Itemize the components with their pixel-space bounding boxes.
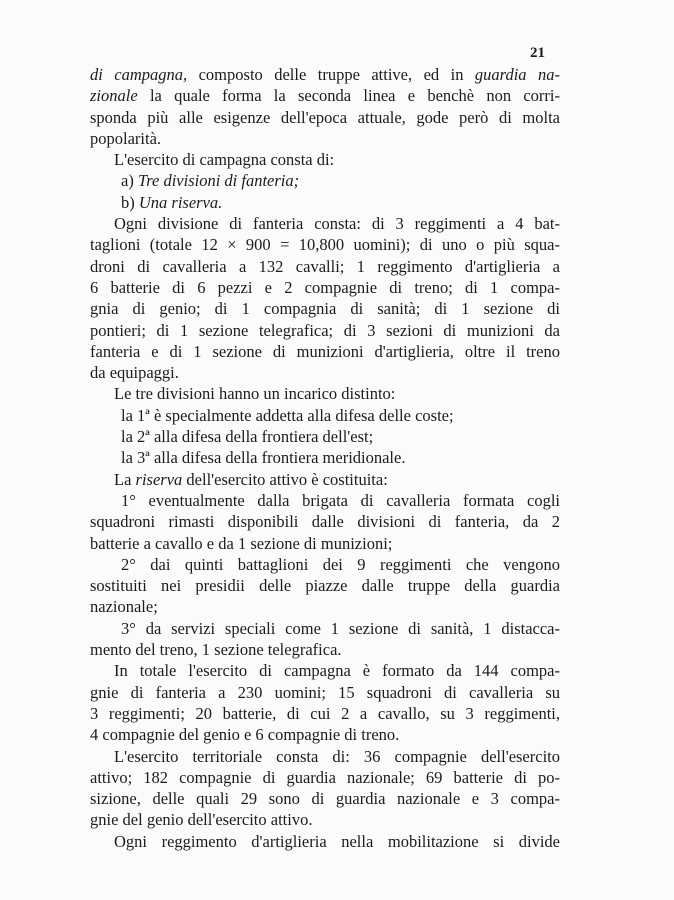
text-segment: fanteria e di 1 sezione di munizioni d'artiglieria, oltre il treno bbox=[90, 341, 560, 361]
italic-segment: zionale bbox=[90, 86, 138, 106]
text-segment: droni di cavalleria a 132 cavalli; 1 reggimento d'artiglieria a bbox=[90, 256, 560, 276]
text-segment: la 1ª è specialmente addetta alla difesa delle coste; bbox=[121, 405, 454, 425]
text-segment: mento del treno, 1 sezione telegrafica. bbox=[90, 640, 342, 660]
text-line bbox=[90, 149, 560, 170]
text-segment: gnia di genio; di 1 compagnia di sanità; di 1 sezione di bbox=[90, 299, 560, 319]
text-line bbox=[90, 426, 560, 447]
text-line bbox=[90, 447, 560, 468]
text-segment: la 3ª alla difesa della frontiera meridionale. bbox=[121, 448, 406, 468]
text-line bbox=[90, 618, 560, 639]
text-line bbox=[90, 192, 560, 213]
text-segment: gnie del genio dell'esercito attivo. bbox=[90, 810, 313, 830]
text-line bbox=[90, 256, 560, 277]
text-line bbox=[90, 788, 560, 809]
text-line bbox=[90, 383, 560, 404]
text-line bbox=[90, 320, 560, 341]
text-line bbox=[90, 341, 560, 362]
text-line bbox=[90, 724, 560, 745]
text-segment: squadroni rimasti disponibili dalle divisioni di fanteria, da 2 bbox=[90, 512, 560, 532]
text-segment: popolarità. bbox=[90, 128, 162, 148]
text-segment: 3° da servizi speciali come 1 sezione di sanità, 1 distacca- bbox=[121, 618, 560, 638]
page-number: 21 bbox=[530, 45, 545, 61]
italic-segment: Tre divisioni di fanteria; bbox=[137, 171, 300, 191]
text-line bbox=[90, 511, 560, 532]
text-line bbox=[90, 554, 560, 575]
italic-segment: Una riserva. bbox=[138, 192, 223, 212]
text-segment: Le tre divisioni hanno un incarico distinto: bbox=[114, 384, 396, 404]
text-line bbox=[90, 107, 560, 128]
text-segment: 1° eventualmente dalla brigata di cavalleria formata cogli bbox=[121, 490, 560, 510]
text-line bbox=[90, 767, 560, 788]
text-segment: 3 reggimenti; 20 batterie, di cui 2 a cavallo, su 3 reggimenti, bbox=[90, 703, 560, 723]
text-line bbox=[90, 213, 560, 234]
italic-segment: di campagna, bbox=[90, 65, 188, 84]
text-segment: taglioni (totale 12 × 900 = 10,800 uomini); di uno o più squa- bbox=[90, 235, 560, 255]
text-segment: sizione, delle quali 29 sono di guardia nazionale e 3 compa- bbox=[90, 789, 560, 809]
text-segment: Ogni divisione di fanteria consta: di 3 reggimenti a 4 bat- bbox=[114, 214, 560, 234]
text-segment: 6 batterie di 6 pezzi e 2 compagnie di treno; di 1 compa- bbox=[90, 277, 560, 297]
text-line bbox=[90, 533, 560, 554]
italic-segment: guardia na- bbox=[474, 65, 560, 84]
text-line bbox=[90, 405, 560, 426]
text-segment: sponda più alle esigenze dell'epoca attuale, gode però di molta bbox=[90, 107, 560, 127]
text-segment: da equipaggi. bbox=[90, 363, 179, 383]
text-line bbox=[90, 64, 560, 85]
text-segment: In totale l'esercito di campagna è formato da 144 compa- bbox=[114, 661, 560, 681]
text-line bbox=[90, 809, 560, 830]
italic-segment: riserva bbox=[135, 469, 183, 489]
text-line bbox=[90, 170, 560, 191]
text-segment: gnie di fanteria a 230 uomini; 15 squadroni di cavalleria su bbox=[90, 682, 560, 702]
text-line bbox=[90, 362, 560, 383]
text-line bbox=[90, 277, 560, 298]
text-segment: La bbox=[114, 469, 136, 489]
text-segment: b) bbox=[121, 192, 139, 212]
text-segment: L'esercito territoriale consta di: 36 compagnie dell'esercito bbox=[114, 746, 560, 766]
text-segment: la 2ª alla difesa della frontiera dell'est; bbox=[121, 427, 374, 447]
text-line bbox=[90, 298, 560, 319]
text-segment: Ogni reggimento d'artiglieria nella mobilitazione si divide bbox=[114, 831, 560, 851]
text-segment: dell'esercito attivo è costituita: bbox=[182, 469, 388, 489]
text-line bbox=[90, 490, 560, 511]
text-line bbox=[90, 596, 560, 617]
text-line bbox=[90, 575, 560, 596]
text-segment: a) bbox=[121, 171, 138, 191]
text-line bbox=[90, 660, 560, 681]
text-line bbox=[90, 234, 560, 255]
text-line bbox=[90, 639, 560, 660]
text-segment: batterie a cavallo e da 1 sezione di munizioni; bbox=[90, 533, 393, 553]
text-segment: sostituiti nei presidii delle piazze dalle truppe della guardia bbox=[90, 576, 560, 596]
text-segment: 2° dai quinti battaglioni dei 9 reggimenti che vengono bbox=[121, 554, 560, 574]
text-segment: nazionale; bbox=[90, 597, 158, 617]
body-text bbox=[90, 64, 560, 852]
text-line bbox=[90, 128, 560, 149]
text-segment: attivo; 182 compagnie di guardia nazionale; 69 batterie di po- bbox=[90, 767, 560, 787]
text-line bbox=[90, 746, 560, 767]
text-segment: 4 compagnie del genio e 6 compagnie di treno. bbox=[90, 725, 400, 745]
text-line bbox=[90, 682, 560, 703]
text-line bbox=[90, 703, 560, 724]
text-segment: pontieri; di 1 sezione telegrafica; di 3 sezioni di munizioni da bbox=[90, 320, 560, 340]
text-line bbox=[90, 85, 560, 106]
text-segment: L'esercito di campagna consta di: bbox=[114, 150, 335, 170]
text-segment: la quale forma la seconda linea e benchè non corri- bbox=[137, 86, 560, 106]
text-segment: composto delle truppe attive, ed in bbox=[187, 65, 475, 84]
text-line bbox=[90, 831, 560, 852]
text-line bbox=[90, 469, 560, 490]
